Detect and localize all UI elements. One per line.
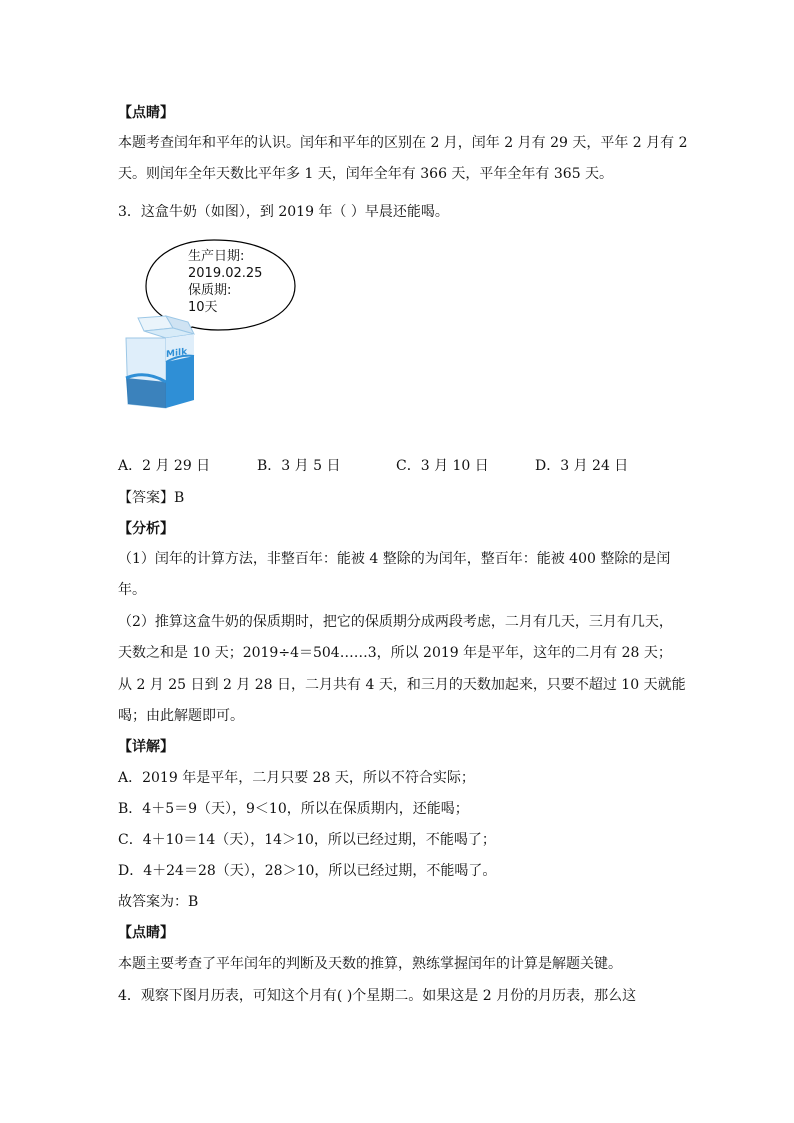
analysis-heading: 【分析】: [118, 521, 174, 537]
dianjing-line-1: 本题考查闰年和平年的认识。闰年和平年的区别在 2 月，闰年 2 月有 29 天，平年 2 月有 2: [118, 135, 688, 151]
detail-line-a: A．2019 年是平年，二月只要 28 天，所以不符合实际；: [118, 770, 475, 786]
detail-heading: 【详解】: [118, 739, 174, 755]
bubble-line-4: 10天: [188, 300, 218, 315]
analysis-line-3: （2）推算这盒牛奶的保质期时，把它的保质期分成两段考虑，二月有几天，三月有几天，: [118, 614, 673, 630]
conclusion: 故答案为：B: [118, 894, 199, 910]
option-c: C．3 月 10 日: [396, 458, 489, 474]
option-a: A．2 月 29 日: [118, 458, 211, 474]
analysis-line-1: （1）闰年的计算方法，非整百年：能被 4 整除的为闰年，整百年：能被 400 整除的是闰: [118, 551, 671, 567]
bubble-line-2: 2019.02.25: [188, 266, 263, 281]
detail-line-b: B．4＋5＝9（天），9＜10，所以在保质期内，还能喝；: [118, 801, 469, 817]
milk-carton-icon: [126, 316, 194, 408]
bubble-line-3: 保质期:: [188, 283, 232, 298]
analysis-line-2: 年。: [118, 582, 146, 598]
analysis-line-4: 天数之和是 10 天；2019÷4＝504……3，所以 2019 年是平年，这年的二月有 28 天；: [118, 645, 672, 661]
dianjing-heading-1: 【点睛】: [118, 105, 174, 121]
question-4-stem: 4．观察下图月历表，可知这个月有( )个星期二。如果这是 2 月份的月历表，那么这: [118, 988, 637, 1004]
answer: 【答案】B: [118, 490, 185, 506]
bubble-line-1: 生产日期:: [188, 249, 245, 264]
analysis-line-5: 从 2 月 25 日到 2 月 28 日，二月共有 4 天，和三月的天数加起来，只要不超过 10 天就能: [118, 677, 686, 693]
detail-line-c: C．4＋10＝14（天），14＞10，所以已经过期，不能喝了；: [118, 832, 496, 848]
question-3-stem: 3．这盒牛奶（如图），到 2019 年（ ）早晨还能喝。: [118, 204, 449, 220]
dianjing-text-2: 本题主要考查了平年闰年的判断及天数的推算，熟练掌握闰年的计算是解题关键。: [118, 956, 622, 972]
option-d: D．3 月 24 日: [535, 458, 629, 474]
milk-carton-figure: [118, 238, 308, 417]
dianjing-line-2: 天。则闰年全年天数比平年多 1 天，闰年全年有 366 天，平年全年有 365 天。: [118, 166, 614, 182]
detail-line-d: D．4＋24＝28（天），28＞10，所以已经过期，不能喝了。: [118, 863, 497, 879]
carton-label: Milk: [166, 347, 188, 361]
analysis-line-6: 喝；由此解题即可。: [118, 708, 244, 724]
option-b: B．3 月 5 日: [257, 458, 341, 474]
dianjing-heading-2: 【点睛】: [118, 925, 174, 941]
